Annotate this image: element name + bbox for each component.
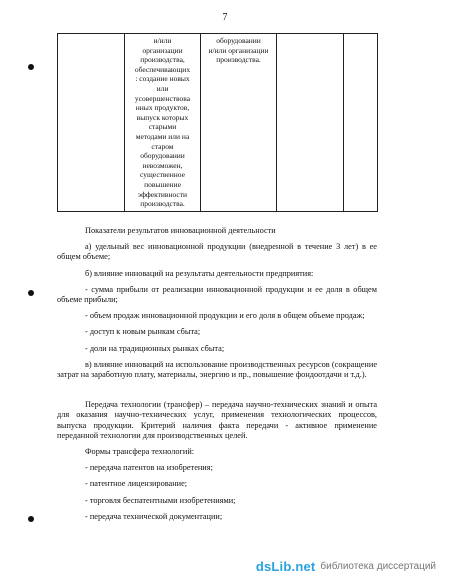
form-item-2: - патентное лицензирование; — [85, 479, 188, 489]
form-item-3: - торговля беспатентными изобретениями; — [85, 495, 236, 505]
item-b-2: - объем продаж инновационной продукции и его доля в общем объеме продаж; — [85, 311, 365, 321]
page-number: 7 — [222, 12, 228, 23]
transfer-paragraph: Передача технологии (трансфер) – передача научно-технических знаний и опыта для оказания научно-технических услуг, применения технологических процессов, выпуска продукции. Критерий наличия факта передачи - активное применение переданной технологии для производственных целей. — [57, 400, 377, 440]
punch-hole-middle — [28, 290, 34, 296]
punch-hole-top — [28, 64, 34, 70]
section-heading: Показатели результатов инновационной деятельности — [85, 226, 276, 235]
table-cell-line: повышение — [144, 179, 181, 189]
table-cell-line: оборудовании — [140, 151, 185, 161]
punch-hole-bottom — [28, 516, 34, 522]
table-cell-2 — [125, 34, 201, 212]
table-cell-line: производства. — [140, 199, 185, 209]
table-cell-3 — [201, 34, 277, 212]
table-cell-1 — [58, 34, 125, 212]
body-text — [57, 226, 377, 528]
table-cell-line: выпуск которых — [136, 112, 189, 122]
table-cell-line: невозможен, — [142, 160, 183, 170]
table-cell-line: оборудовании — [216, 36, 261, 45]
table-cell-4 — [277, 34, 344, 212]
table-cell-line: старыми — [148, 122, 177, 132]
table-cell-line: нных продуктов, — [135, 103, 190, 113]
table-cell-line: организации — [142, 45, 183, 55]
continuation-table — [57, 33, 378, 212]
watermark-domain: dsLib.net — [255, 559, 316, 574]
forms-heading: Формы трансфера технологий: — [85, 447, 195, 457]
item-b-3: - доступ к новым рынкам сбыта; — [85, 327, 201, 337]
table-row — [58, 34, 378, 212]
table-cell-line: : создание новых — [135, 74, 190, 84]
form-item-4: - передача технической документации; — [85, 511, 223, 521]
table-cell-line: обеспечивающих — [134, 64, 191, 74]
table-cell-line: и/или организации — [208, 45, 269, 55]
table-cell-line: старом — [151, 141, 174, 151]
watermark — [256, 559, 436, 574]
table-cell-line: методами или на — [135, 131, 190, 141]
table-cell-line: усовершенствова — [134, 93, 191, 103]
item-b-4: - доли на традиционных рынках сбыта; — [85, 343, 225, 353]
item-a: а) удельный вес инновационной продукции (внедренной в течение 3 лет) в ее общем объеме; — [57, 242, 377, 262]
watermark-tagline: библиотека диссертаций — [320, 561, 436, 572]
table-cell-line: производства. — [216, 55, 261, 65]
item-b: б) влияние инноваций на результаты деятельности предприятия: — [85, 268, 314, 278]
table-cell-line: эффективности — [137, 189, 188, 199]
table-cell-line: или — [156, 83, 169, 93]
table-cell-line: производства, — [140, 55, 185, 65]
table-cell-line: существенное — [140, 170, 185, 180]
form-item-1: - передача патентов на изобретения; — [85, 463, 213, 473]
table-cell-line: и/или — [153, 36, 172, 45]
item-b-1: - сумма прибыли от реализации инновационной продукции и ее доля в общем объеме прибыли; — [57, 284, 377, 305]
item-v: в) влияние инноваций на использование производственных ресурсов (сокращение затрат на заработную плату, материалы, энергию и пр., повышение фондоотдачи и т.д.). — [57, 359, 377, 380]
table-cell-5 — [344, 34, 378, 212]
